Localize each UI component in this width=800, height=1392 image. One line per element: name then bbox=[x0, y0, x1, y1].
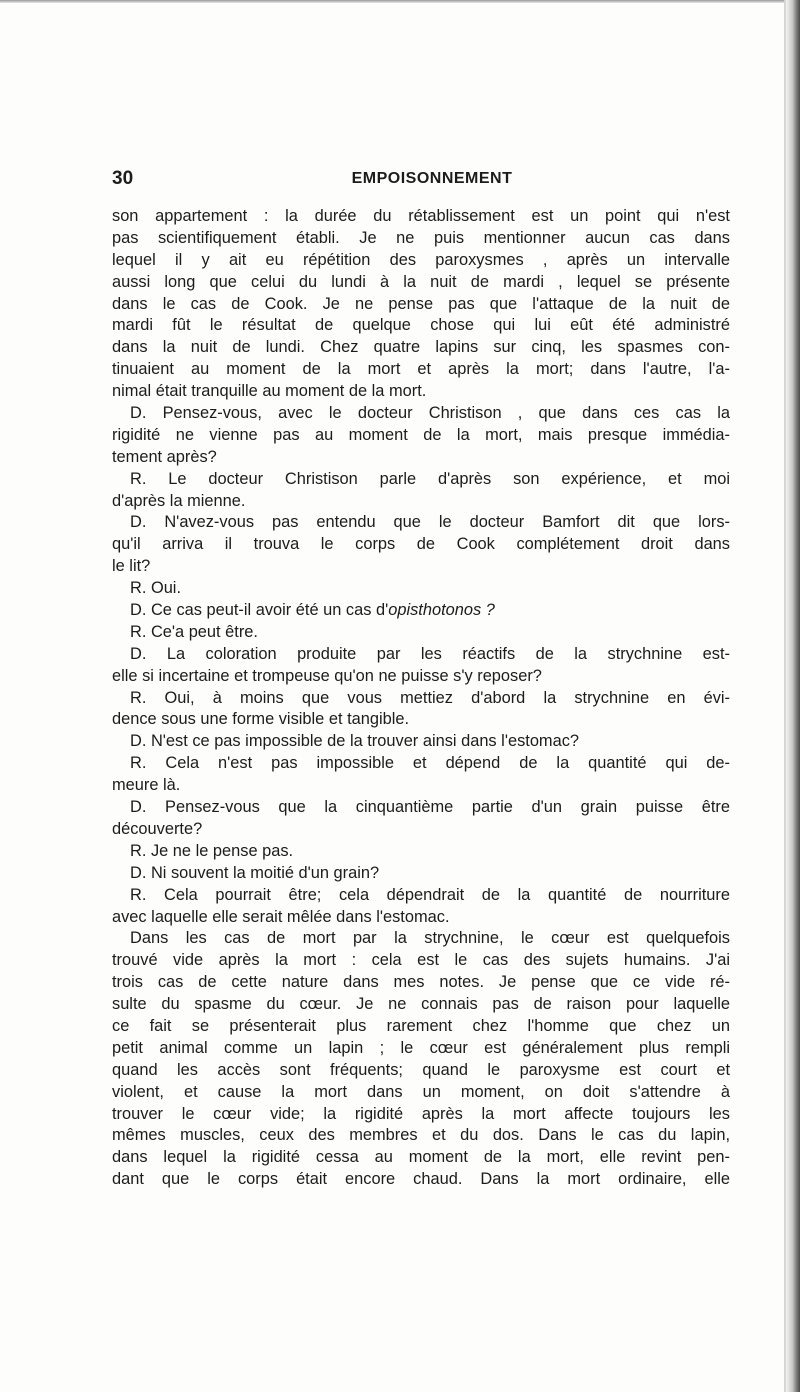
page-header bbox=[112, 168, 730, 192]
text-line bbox=[112, 1147, 730, 1169]
text-line bbox=[112, 907, 730, 929]
scan-top-edge bbox=[0, 0, 800, 3]
running-title: EMPOISONNEMENT bbox=[351, 170, 513, 187]
text-line bbox=[112, 797, 730, 819]
text-line-content: dans lequel la rigidité cessa au moment de la mort, elle revint pen- bbox=[112, 1148, 730, 1167]
text-line-content: R. Oui, à moins que vous mettiez d'abord la strychnine en évi- bbox=[130, 688, 730, 707]
text-line bbox=[112, 863, 730, 885]
text-line-content: Dans les cas de mort par la strychnine, le cœur est quelquefois bbox=[130, 929, 730, 948]
text-line-content: D. N'est ce pas impossible de la trouver ainsi dans l'estomac? bbox=[130, 732, 580, 751]
text-line-content: sulte du spasme du cœur. Je ne connais pas de raison pour laquelle bbox=[112, 995, 730, 1014]
text-line bbox=[112, 885, 730, 907]
text-line-content: d'après la mienne. bbox=[112, 491, 246, 510]
text-line bbox=[112, 644, 730, 666]
text-line-content: dant que le corps était encore chaud. Dans la mort ordinaire, elle bbox=[112, 1170, 730, 1189]
text-line-content: nimal était tranquille au moment de la mort. bbox=[112, 382, 427, 401]
text-line-content: lequel il y ait eu répétition des paroxysmes , après un intervalle bbox=[112, 250, 730, 269]
text-line bbox=[112, 600, 730, 622]
text-line bbox=[112, 469, 730, 491]
text-line bbox=[112, 359, 730, 381]
text-line-content: aussi long que celui du lundi à la nuit de mardi , lequel se présente bbox=[112, 272, 730, 291]
text-line-content: qu'il arriva il trouva le corps de Cook complétement droit dans bbox=[112, 535, 730, 554]
text-line-content: mêmes muscles, ceux des membres et du dos. Dans le cas du lapin, bbox=[112, 1126, 730, 1145]
text-line-content: trouvé vide après la mort : cela est le cas des sujets humains. J'ai bbox=[112, 951, 730, 970]
text-line bbox=[112, 775, 730, 797]
text-line bbox=[112, 447, 730, 469]
text-line bbox=[112, 403, 730, 425]
text-line-content: R. Le docteur Christison parle d'après son expérience, et moi bbox=[130, 469, 730, 488]
text-line bbox=[112, 1104, 730, 1126]
text-line bbox=[112, 1060, 730, 1082]
text-line bbox=[112, 622, 730, 644]
text-line-content: rigidité ne vienne pas au moment de la mort, mais presque immédia- bbox=[112, 425, 730, 444]
text-line bbox=[112, 819, 730, 841]
text-line-content: tement après? bbox=[112, 447, 217, 466]
text-line bbox=[112, 534, 730, 556]
text-line-content: avec laquelle elle serait mêlée dans l'estomac. bbox=[112, 907, 450, 926]
italic-term: opisthotonos ? bbox=[388, 601, 495, 620]
text-line bbox=[112, 1016, 730, 1038]
text-line bbox=[112, 381, 730, 403]
page-number: 30 bbox=[112, 168, 134, 189]
text-line-content: D. Ni souvent la moitié d'un grain? bbox=[130, 863, 380, 882]
text-line bbox=[112, 228, 730, 250]
text-line bbox=[112, 578, 730, 600]
text-line-content: elle si incertaine et trompeuse qu'on ne puisse s'y reposer? bbox=[112, 666, 542, 685]
text-line bbox=[112, 1038, 730, 1060]
text-line bbox=[112, 337, 730, 359]
scan-right-edge bbox=[786, 0, 800, 1392]
text-line bbox=[112, 709, 730, 731]
text-line-content: trouver le cœur vide; la rigidité après la mort affecte toujours les bbox=[112, 1104, 730, 1123]
text-line-content: dans la nuit de lundi. Chez quatre lapins sur cinq, les spasmes con- bbox=[112, 338, 730, 357]
text-line bbox=[112, 250, 730, 272]
text-line bbox=[112, 1082, 730, 1104]
text-line-content: découverte? bbox=[112, 819, 203, 838]
text-line bbox=[112, 688, 730, 710]
text-line bbox=[112, 272, 730, 294]
text-line bbox=[112, 731, 730, 753]
text-line bbox=[112, 1169, 730, 1191]
text-line-content: son appartement : la durée du rétablissement est un point qui n'est bbox=[112, 207, 730, 225]
text-line-content: meure là. bbox=[112, 776, 181, 795]
text-line-content: D. La coloration produite par les réactifs de la strychnine est- bbox=[130, 644, 730, 663]
text-line bbox=[112, 666, 730, 688]
text-line bbox=[112, 315, 730, 337]
text-line-content: petit animal comme un lapin ; le cœur est généralement plus rempli bbox=[112, 1038, 730, 1057]
text-line-content: D. Pensez-vous, avec le docteur Christison , que dans ces cas la bbox=[130, 404, 730, 423]
text-line-content: ce fait se présenterait plus rarement chez l'homme que chez un bbox=[112, 1016, 730, 1035]
text-line bbox=[112, 512, 730, 534]
text-line bbox=[112, 972, 730, 994]
text-line-content: R. Oui. bbox=[130, 579, 182, 598]
text-line bbox=[112, 294, 730, 316]
text-line-content: pas scientifiquement établi. Je ne puis mentionner aucun cas dans bbox=[112, 228, 730, 247]
text-line-content: D. N'avez-vous pas entendu que le docteur Bamfort dit que lors- bbox=[130, 513, 730, 532]
text-line bbox=[112, 928, 730, 950]
text-line bbox=[112, 425, 730, 447]
text-line-content: D. Pensez-vous que la cinquantième partie d'un grain puisse être bbox=[130, 798, 730, 817]
text-line-content: dence sous une forme visible et tangible. bbox=[112, 710, 410, 729]
text-line-content: trois cas de cette nature dans mes notes. Je pense que ce vide ré- bbox=[112, 973, 730, 992]
text-line bbox=[112, 556, 730, 578]
text-line bbox=[112, 1125, 730, 1147]
body-text bbox=[112, 206, 730, 1191]
text-line bbox=[112, 841, 730, 863]
text-line-content: violent, et cause la mort dans un moment, on doit s'attendre à bbox=[112, 1082, 730, 1101]
text-line-content: mardi fût le résultat de quelque chose qui lui eût été administré bbox=[112, 316, 730, 335]
text-line bbox=[112, 994, 730, 1016]
text-line-content: quand les accès sont fréquents; quand le paroxysme est court et bbox=[112, 1060, 730, 1079]
text-line-content: D. Ce cas peut-il avoir été un cas d' bbox=[130, 601, 389, 620]
text-line bbox=[112, 753, 730, 775]
text-line-content: R. Ce'a peut être. bbox=[130, 622, 258, 641]
text-line-content: le lit? bbox=[112, 557, 151, 576]
text-line-content: R. Je ne le pense pas. bbox=[130, 841, 294, 860]
text-line bbox=[112, 950, 730, 972]
text-line-content: R. Cela pourrait être; cela dépendrait de la quantité de nourriture bbox=[130, 885, 730, 904]
text-line bbox=[112, 206, 730, 228]
text-line bbox=[112, 491, 730, 513]
text-line-content: tinuaient au moment de la mort et après la mort; dans l'autre, l'a- bbox=[112, 360, 730, 379]
text-line-content: R. Cela n'est pas impossible et dépend de la quantité qui de- bbox=[130, 754, 730, 773]
text-line-content: dans le cas de Cook. Je ne pense pas que l'attaque de la nuit de bbox=[112, 294, 730, 313]
